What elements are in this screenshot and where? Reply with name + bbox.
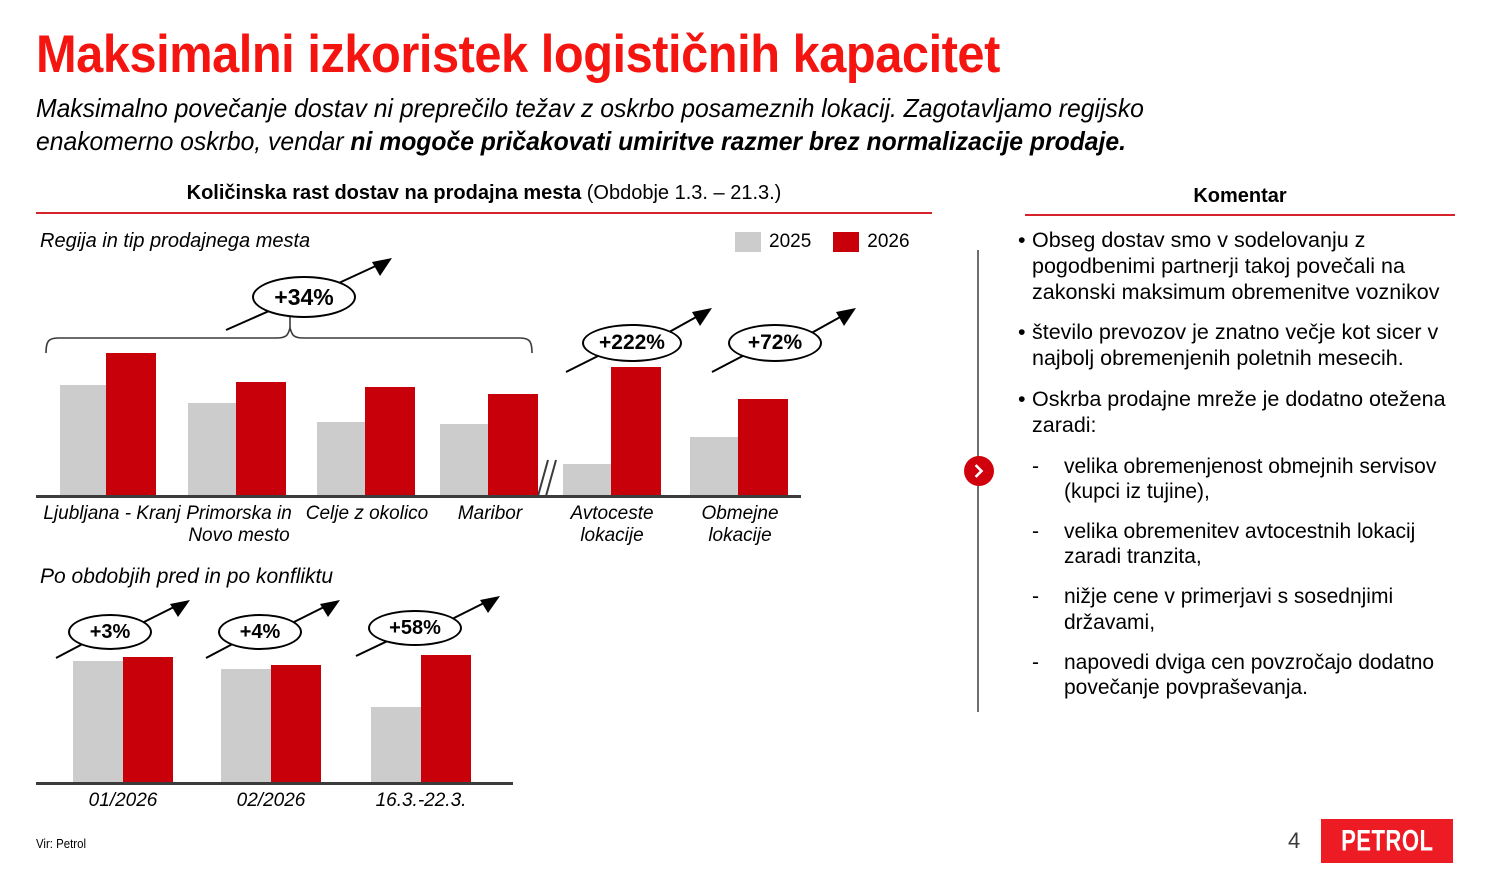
left-divider <box>36 212 932 214</box>
bar-2025-16-3-22-3 <box>371 707 421 782</box>
callout-label-plus-3: +3% <box>68 614 152 650</box>
x-axis-line <box>36 495 801 498</box>
callout-plus-72 <box>710 306 870 378</box>
page-number: 4 <box>1288 828 1301 853</box>
callout-label-plus-72: +72% <box>728 324 822 362</box>
x-label-02-2026: 02/2026 <box>236 790 306 811</box>
chart-header <box>36 182 932 205</box>
chart-header-period: (Obdobje 1.3. – 21.3.) <box>581 182 782 204</box>
petrol-logo-text: PETROL <box>1340 824 1434 857</box>
chart-legend <box>735 231 924 253</box>
bar-2025-02-2026 <box>221 669 271 782</box>
komentar-title: Komentar <box>1193 185 1287 207</box>
legend-swatch-2026 <box>833 232 859 252</box>
x-label-16-3-22-3: 16.3.-22.3. <box>375 790 467 811</box>
bar-2026-celje-z-okolico <box>365 387 415 495</box>
right-divider <box>1025 214 1455 216</box>
list-item-text: velika obremenitev avtocestnih lokacij zaradi tranzita, <box>1064 519 1416 569</box>
list-item-text: Oskrba prodajne mreže je dodatno otežena zaradi: <box>1032 386 1446 437</box>
chevron-right-icon <box>964 456 994 486</box>
chart-regija-in-tip-prodajnega-mesta <box>36 258 836 546</box>
bar-2026-primorska-novo-mesto <box>236 382 286 495</box>
callout-label-plus-58: +58% <box>368 610 462 646</box>
dash-marker: - <box>1032 650 1039 674</box>
list-item-text: število prevozov je znatno večje kot sicer v najbolj obremenjenih poletnih mesecih. <box>1032 320 1439 371</box>
bar-2025-01-2026 <box>73 661 123 782</box>
bar-2025-avtoceste-lokacije <box>563 464 611 495</box>
x-label-celje-z-okolico: Celje z okolico <box>305 503 429 524</box>
chart-po-obdobjih-pred-in-po-konfliktu <box>36 600 536 811</box>
source-note: Vir: Petrol <box>36 836 87 851</box>
x-axis-line-lower <box>36 782 513 785</box>
list-item <box>1018 320 1466 372</box>
section1-label: Regija in tip prodajnega mesta <box>40 230 311 252</box>
chart-header-bold: Količinska rast dostav na prodajna mesta <box>186 182 582 204</box>
bullet-marker: • <box>1018 320 1026 345</box>
bar-2025-obmejne-lokacije <box>690 437 738 495</box>
bar-2026-ljubljana-kranj <box>106 353 156 495</box>
subtitle-emphasis: ni mogoče pričakovati umiritve razmer brez normalizacije prodaje. <box>350 126 1126 157</box>
legend-label-2025: 2025 <box>769 231 812 252</box>
x-label-maribor: Maribor <box>457 503 523 524</box>
list-item <box>1018 650 1466 700</box>
callout-plus-58 <box>354 596 514 660</box>
list-item-text: Obseg dostav smo v sodelovanju z pogodbenimi partnerji takoj povečali na zakonski maksimum obremenitve voznikov <box>1032 228 1440 304</box>
bar-2025-ljubljana-kranj <box>60 385 106 495</box>
bar-2026-obmejne-lokacije <box>738 399 788 495</box>
bar-2025-maribor <box>440 424 488 495</box>
list-item-text: nižje cene v primerjavi s sosednjimi državami, <box>1064 585 1394 634</box>
bullet-marker: • <box>1018 228 1026 252</box>
legend-label-2026: 2026 <box>867 231 910 252</box>
section2-label: Po obdobjih pred in po konfliktu <box>40 565 334 588</box>
callout-plus-222 <box>564 306 724 378</box>
list-item <box>1018 454 1466 504</box>
callout-plus-3 <box>54 600 204 662</box>
subtitle-text: Maksimalno povečanje dostav ni preprečilo težav z oskrbo posameznih lokacij. Zagotavljamo regijsko enakomerno oskrbo, vendar <box>36 93 1144 157</box>
x-label-primorska-novo-mesto: Primorska in Novo mesto <box>186 503 292 546</box>
list-item-text: velika obremenjenost obmejnih servisov (kupci iz tujine), <box>1064 454 1437 503</box>
page-title: Maksimalni izkoristek logističnih kapacitet <box>36 25 1000 84</box>
petrol-logo <box>1321 819 1453 863</box>
komentar-list <box>1018 228 1466 715</box>
list-item <box>1018 228 1466 305</box>
x-label-avtoceste-lokacije: Avtoceste lokacije <box>570 503 654 546</box>
callout-plus-4 <box>204 600 354 662</box>
list-item <box>1018 519 1466 569</box>
legend-swatch-2025 <box>735 232 761 252</box>
bullet-marker: • <box>1018 386 1026 411</box>
bar-2026-01-2026 <box>123 657 173 782</box>
callout-plus-34 <box>224 258 404 338</box>
list-item <box>1018 584 1466 634</box>
bar-2026-16-3-22-3 <box>421 655 471 782</box>
dash-marker: - <box>1032 585 1039 609</box>
bar-2026-maribor <box>488 394 538 495</box>
x-label-obmejne-lokacije: Obmejne lokacije <box>701 503 779 546</box>
list-item-text: napovedi dviga cen povzročajo dodatno povečanje povpraševanja. <box>1064 650 1435 699</box>
x-label-ljubljana-kranj: Ljubljana - Kranj <box>43 503 181 524</box>
dash-marker: - <box>1032 519 1039 543</box>
x-label-01-2026: 01/2026 <box>88 790 158 811</box>
bar-2026-avtoceste-lokacije <box>611 367 661 495</box>
callout-label-plus-222: +222% <box>582 324 682 362</box>
bar-2025-celje-z-okolico <box>317 422 365 495</box>
dash-marker: - <box>1032 454 1039 478</box>
list-item <box>1018 387 1466 439</box>
callout-label-plus-34: +34% <box>252 276 356 318</box>
bar-2025-primorska-novo-mesto <box>188 403 236 495</box>
bar-2026-02-2026 <box>271 665 321 782</box>
callout-label-plus-4: +4% <box>218 614 302 650</box>
page-subtitle <box>36 92 1157 159</box>
